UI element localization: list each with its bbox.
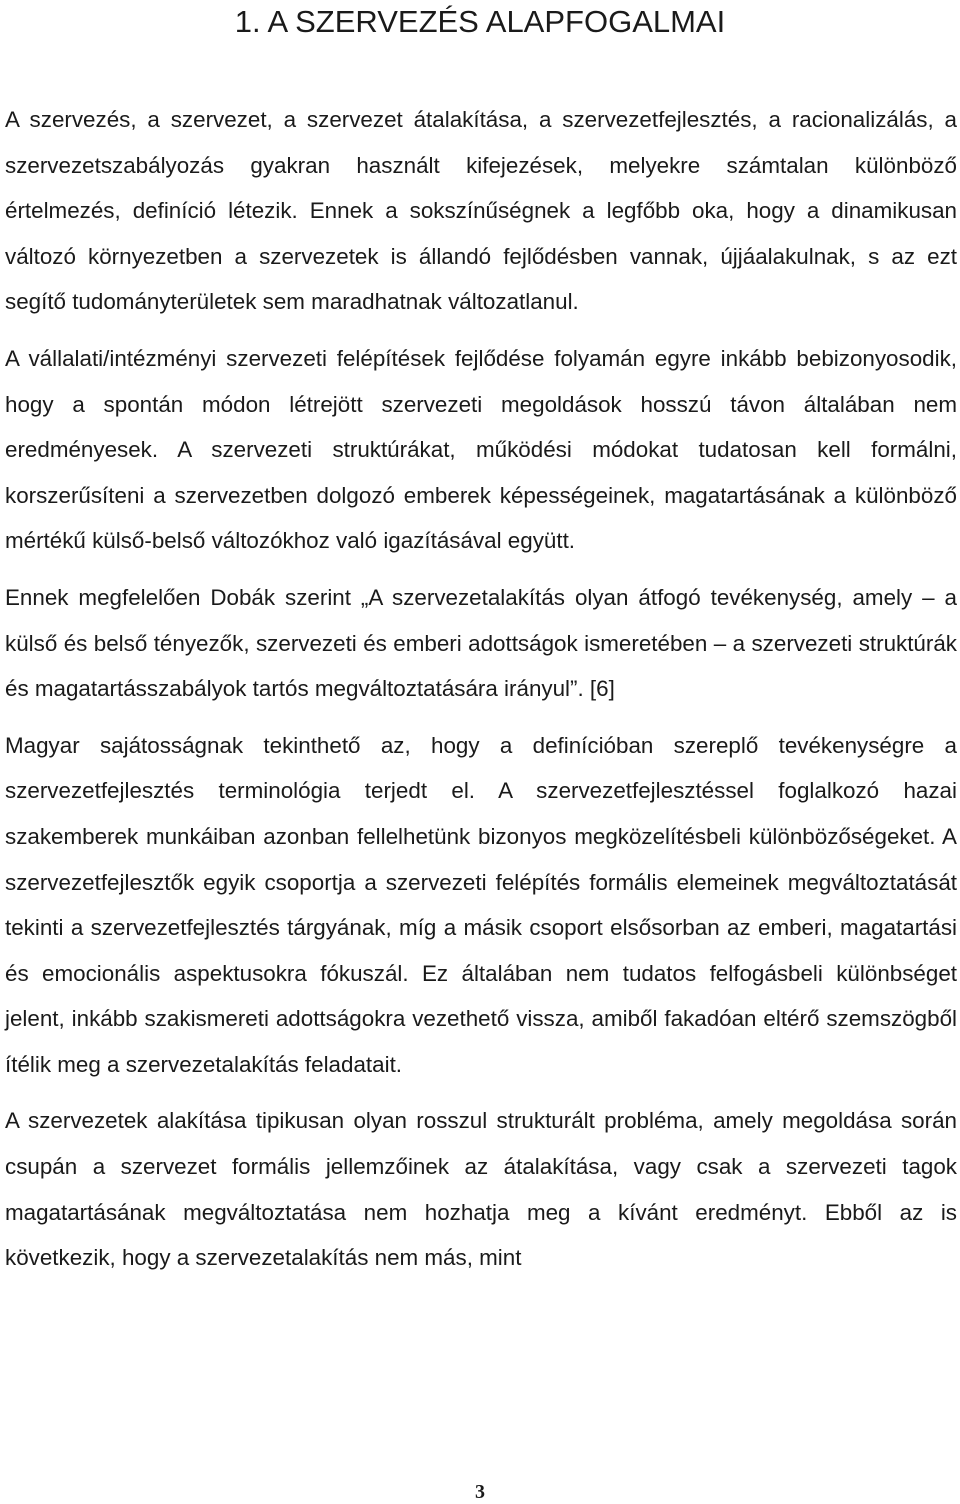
paragraph-2: A vállalati/intézményi szervezeti felépítések fejlődése folyamán egyre inkább bebizonyosodik, hogy a spontán módon létrejött szervezeti megoldások hosszú távon általában nem eredményesek. A szervezeti struktúrákat, működési módokat tudatosan kell formálni, korszerűsíteni a szervezetben dolgozó emberek képességeinek, magatartásának a különböző mértékű külső-belső változókhoz való igazításával együtt.	[5, 345, 957, 554]
chapter-title: 1. A SZERVEZÉS ALAPFOGALMAI	[234, 4, 726, 39]
paragraph-3: Ennek megfelelően Dobák szerint „A szervezetalakítás olyan átfogó tevékenység, amely – a külső és belső tényezők, szervezeti és emberi adottságok ismeretében – a szervezeti struktúrák és magatartásszabályok tartós megváltoztatására irányul”. [6]	[5, 584, 957, 702]
page-number: 3	[475, 1481, 485, 1503]
paragraph-5: A szervezetek alakítása tipikusan olyan rosszul strukturált probléma, amely megoldása során csupán a szervezet formális jellemzőinek az átalakítása, vagy csak a szervezeti tagok magatartásának megváltoztatása nem hozhatja meg a kívánt eredményt. Ebből az is következik, hogy a szervezetalakítás nem más, mint	[5, 1108, 957, 1271]
body-text	[5, 97, 957, 1292]
paragraph-1: A szervezés, a szervezet, a szervezet átalakítása, a szervezetfejlesztés, a racionalizálás, a szervezetszabályozás gyakran használt kifejezések, melyekre számtalan különböző értelmezés, definíció létezik. Ennek a sokszínűségnek a legfőbb oka, hogy a dinamikusan változó környezetben a szervezetek is állandó fejlődésben vannak, újjáalakulnak, s az ezt segítő tudományterületek sem maradhatnak változatlanul.	[5, 107, 957, 315]
paragraph-4: Magyar sajátosságnak tekinthető az, hogy a definícióban szereplő tevékenységre a szervezetfejlesztés terminológia terjedt el. A szervezetfejlesztéssel foglalkozó hazai szakemberek munkáiban azonban fellelhetünk bizonyos megközelítésbeli különbözőségeket. A szervezetfejlesztők egyik csoportja a szervezeti felépítés formális elemeinek megváltoztatását tekinti a szervezetfejlesztés tárgyának, míg a másik csoport elsősorban az emberi, magatartási és emocionális aspektusokra fókuszál. Ez általában nem tudatos felfogásbeli különbséget jelent, inkább szakismereti adottságokra vezethető vissza, amiből fakadóan eltérő szemszögből ítélik meg a szervezetalakítás feladatait.	[5, 732, 957, 1077]
